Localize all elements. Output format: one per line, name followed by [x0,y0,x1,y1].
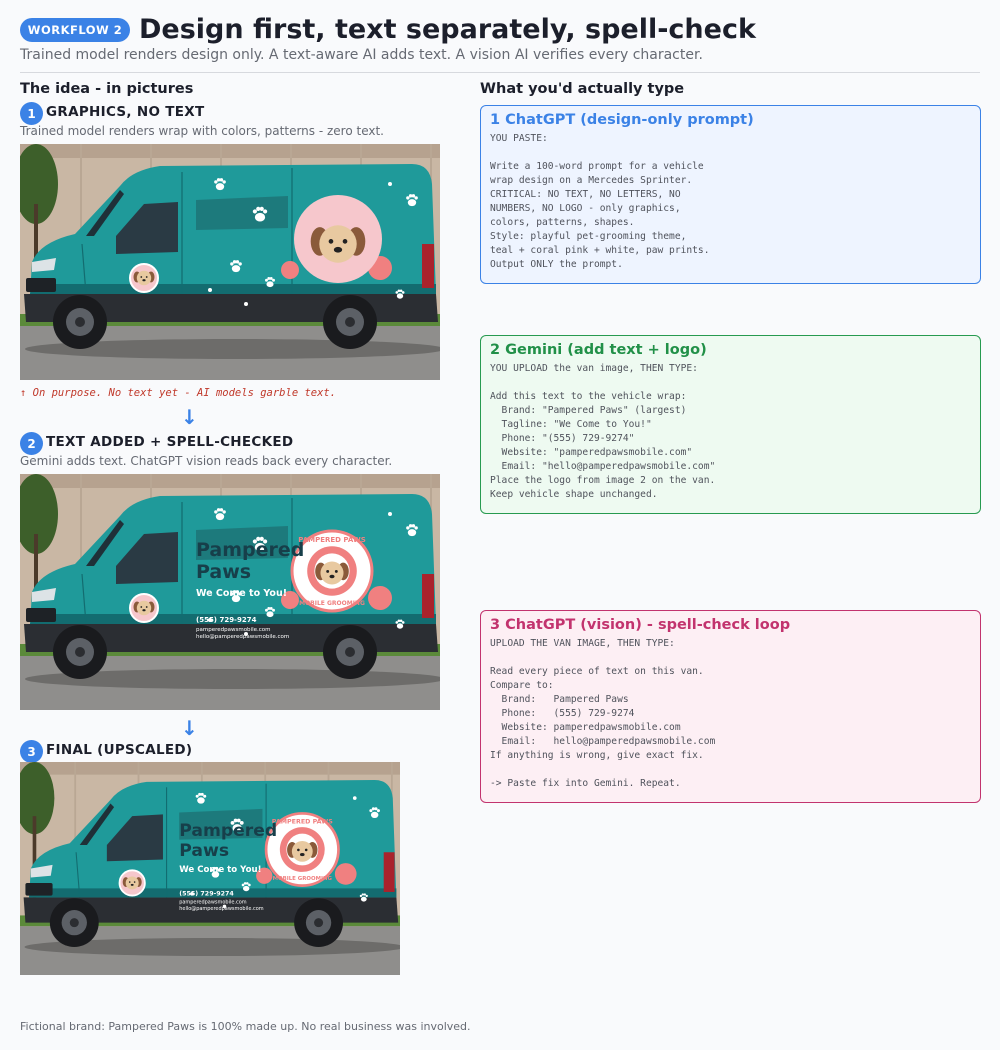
left-column-heading: The idea - in pictures [20,81,194,97]
step-3-number: 3 [20,740,43,763]
header-divider [20,72,980,73]
down-arrow-icon: ↓ [181,405,198,429]
step-1-note: ↑ On purpose. No text yet - AI models garble text. [20,387,337,399]
van-website: pamperedpawsmobile.com [196,627,271,633]
prompt-card-chatgpt-design [480,105,981,284]
logo-bottom-text: MOBILE GROOMING [272,876,332,883]
van-image-final [20,762,400,975]
logo-top-text: PAMPERED PAWS [298,536,366,545]
van-email: hello@pamperedpawsmobile.com [196,634,290,640]
card-title: 3 ChatGPT (vision) - spell-check loop [490,617,791,633]
prompt-card-gemini-text [480,335,981,514]
step-2-number: 2 [20,432,43,455]
van-tagline: We Come to You! [179,865,262,876]
van-tagline: We Come to You! [196,588,288,599]
tail-light [422,574,434,618]
step-1-number: 1 [20,102,43,125]
prompt-card-chatgpt-vision [480,610,981,803]
tail-light [384,852,395,892]
step-1-description: Trained model renders wrap with colors, patterns - zero text. [20,124,384,138]
logo-top-text: PAMPERED PAWS [271,818,333,826]
card-prompt-text: YOU PASTE: Write a 100-word prompt for a vehicle wrap design on a Mercedes Sprinter. CRITICAL: NO TEXT, NO LETTERS, NO NUMBERS, NO LOGO - only graphics, colors, patterns, shapes. Style: playful pet-grooming theme, teal + coral pink + white, paw prints. Output ONLY the prompt. [490,133,710,270]
van-brand-line-2: Paws [179,840,230,861]
page-title: Design first, text separately, spell-check [139,14,756,45]
workflow-badge: WORKFLOW 2 [20,18,130,42]
van-phone: (555) 729-9274 [179,890,234,898]
van-illustration [20,474,440,710]
card-title: 2 Gemini (add text + logo) [490,342,707,358]
card-prompt-text: UPLOAD THE VAN IMAGE, THEN TYPE: Read every piece of text on this van. Compare to: Brand: Pampered Paws Phone: (555) 729-9274 Website: pamperedpawsmobile.com Email: hello@pamperedpawsmobile.com If anything is wrong, give exact fix. -> Paste fix into Gemini. Repeat. [490,638,716,789]
van-brand-line-1: Pampered [196,539,305,561]
van-illustration [20,144,440,380]
tail-light [422,244,434,288]
van-website: pamperedpawsmobile.com [179,899,247,906]
van-image-no-text [20,144,440,380]
step-1-title: GRAPHICS, NO TEXT [46,104,205,120]
van-phone: (555) 729-9274 [196,616,257,624]
card-prompt-text: YOU UPLOAD the van image, THEN TYPE: Add this text to the vehicle wrap: Brand: "Pampered Paws" (largest) Tagline: "We Come to You!" Phone: "(555) 729-9274" Website: "pamperedpawsmobile.com" Email: "hello@pamperedpawsmobile.com" Place the logo from image 2 on the van. Keep vehicle shape unchanged. [490,363,716,500]
card-title: 1 ChatGPT (design-only prompt) [490,112,754,128]
van-image-text-added [20,474,440,710]
step-2-title: TEXT ADDED + SPELL-CHECKED [46,434,294,450]
van-email: hello@pamperedpawsmobile.com [179,906,264,913]
van-brand-line-2: Paws [196,561,252,583]
van-brand-line-1: Pampered [179,821,278,842]
down-arrow-icon: ↓ [181,716,198,740]
step-3-title: FINAL (UPSCALED) [46,742,193,758]
logo-bottom-text: MOBILE GROOMING [299,600,365,607]
van-illustration [20,762,400,975]
step-2-description: Gemini adds text. ChatGPT vision reads back every character. [20,454,393,468]
footer-disclaimer: Fictional brand: Pampered Paws is 100% made up. No real business was involved. [20,1020,471,1033]
right-column-heading: What you'd actually type [480,81,685,97]
page-subtitle: Trained model renders design only. A text-aware AI adds text. A vision AI verifies every character. [20,47,703,63]
